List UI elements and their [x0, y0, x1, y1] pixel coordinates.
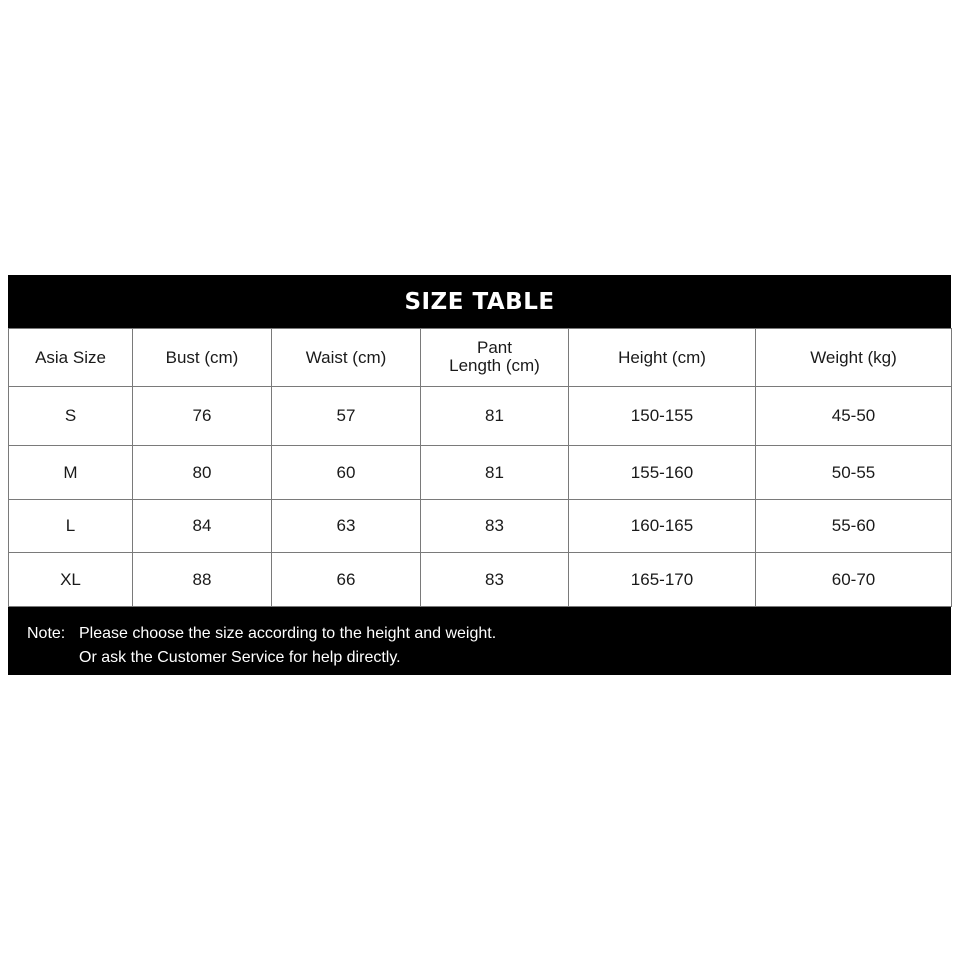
cell-size: XL [9, 553, 133, 607]
note-label: Note: [27, 625, 66, 642]
header-pant-line2: Length (cm) [449, 356, 540, 375]
cell-pant-length: 81 [421, 446, 569, 500]
header-pant-line1: Pant [477, 338, 512, 357]
size-table [8, 275, 951, 675]
cell-size: S [9, 387, 133, 446]
cell-height: 155-160 [569, 446, 756, 500]
cell-pant-length: 83 [421, 553, 569, 607]
table-row [9, 553, 952, 607]
header-weight: Weight (kg) [756, 329, 952, 387]
cell-waist: 63 [272, 500, 421, 553]
cell-bust: 76 [133, 387, 272, 446]
header-waist: Waist (cm) [272, 329, 421, 387]
cell-weight: 60-70 [756, 553, 952, 607]
cell-pant-length: 83 [421, 500, 569, 553]
table-row [9, 387, 952, 446]
cell-height: 160-165 [569, 500, 756, 553]
note-bar [8, 607, 951, 675]
note-text [79, 622, 496, 675]
cell-height: 150-155 [569, 387, 756, 446]
note-line-1: Please choose the size according to the height and weight. [79, 625, 497, 642]
header-height: Height (cm) [569, 329, 756, 387]
table-row [9, 500, 952, 553]
cell-bust: 88 [133, 553, 272, 607]
cell-bust: 80 [133, 446, 272, 500]
cell-height: 165-170 [569, 553, 756, 607]
table-row [9, 446, 952, 500]
cell-waist: 60 [272, 446, 421, 500]
note-line-2: Or ask the Customer Service for help directly. [79, 649, 401, 666]
cell-weight: 45-50 [756, 387, 952, 446]
header-asia-size: Asia Size [9, 329, 133, 387]
cell-waist: 57 [272, 387, 421, 446]
cell-weight: 50-55 [756, 446, 952, 500]
cell-size: L [9, 500, 133, 553]
cell-weight: 55-60 [756, 500, 952, 553]
size-grid [8, 328, 952, 607]
cell-pant-length: 81 [421, 387, 569, 446]
cell-size: M [9, 446, 133, 500]
table-title: SIZE TABLE [8, 275, 951, 328]
cell-bust: 84 [133, 500, 272, 553]
header-bust: Bust (cm) [133, 329, 272, 387]
header-pant-length [421, 329, 569, 387]
header-row [9, 329, 952, 387]
cell-waist: 66 [272, 553, 421, 607]
